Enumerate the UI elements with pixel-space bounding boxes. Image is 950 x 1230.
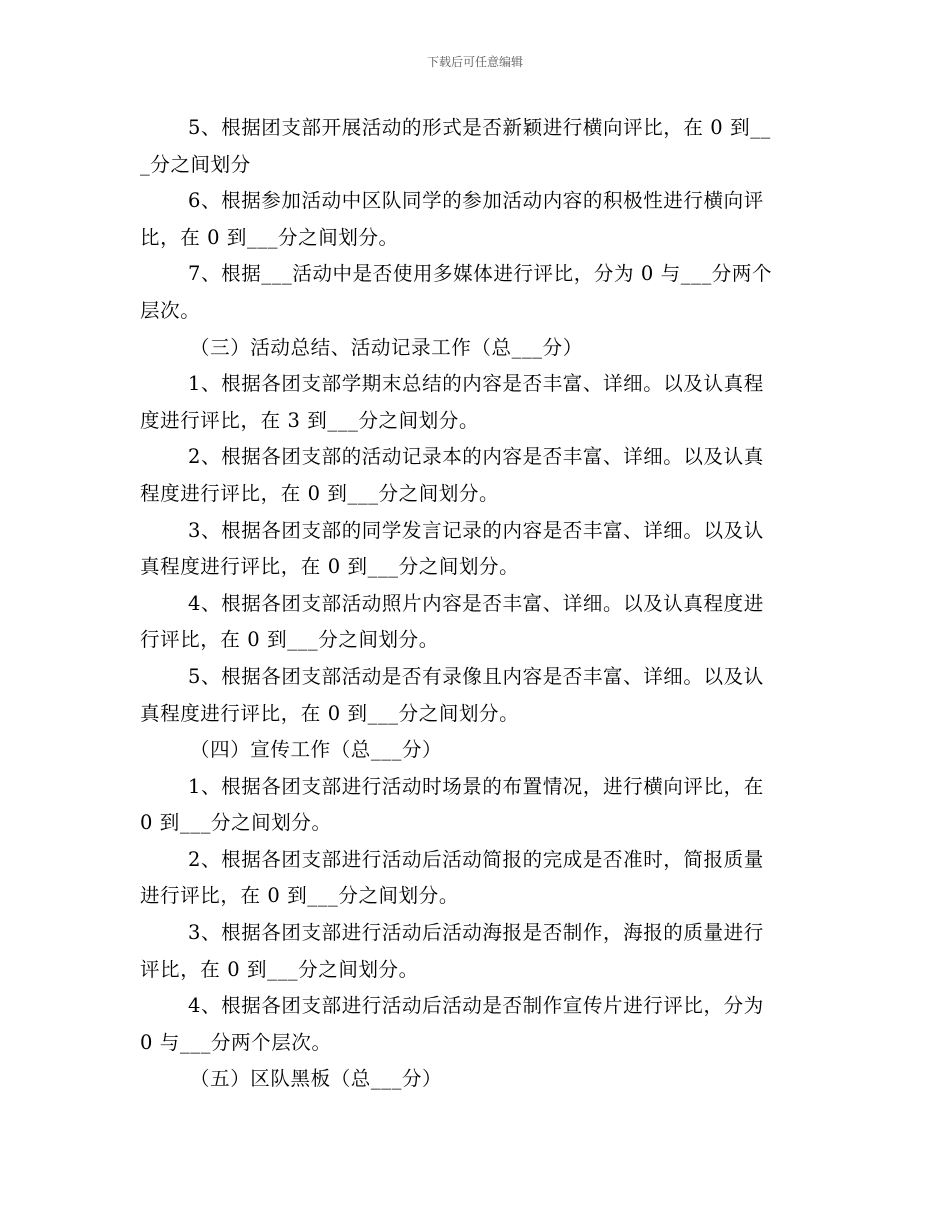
- line-text: 3、根据各团支部进行活动后活动海报是否制作，海报的质量进行: [188, 921, 764, 945]
- paragraph-line: [140, 549, 810, 586]
- paragraph-line: [140, 842, 810, 879]
- header-note: 下载后可任意编辑: [426, 55, 523, 69]
- paragraph-line: [140, 805, 810, 842]
- line-text: 真程度进行评比，在 0 到___分之间划分。: [140, 555, 520, 579]
- section-heading: [140, 732, 810, 769]
- heading-text: （四）宣传工作（总___分）: [190, 738, 443, 762]
- paragraph-line: [140, 256, 810, 293]
- line-text: 度进行评比，在 3 到___分之间划分。: [140, 408, 480, 432]
- paragraph-line: [140, 439, 810, 476]
- line-text: 3、根据各团支部的同学发言记录的内容是否丰富、详细。以及认: [188, 518, 764, 542]
- line-text: 1、根据各团支部学期末总结的内容是否丰富、详细。以及认真程: [188, 372, 764, 396]
- section-heading: [140, 330, 810, 367]
- paragraph-line: [140, 476, 810, 513]
- line-text: 0 到___分之间划分。: [140, 811, 332, 835]
- line-text: 比，在 0 到___分之间划分。: [140, 225, 399, 249]
- section-heading: [140, 1061, 810, 1098]
- paragraph-line: [140, 988, 810, 1025]
- paragraph-line: [140, 622, 810, 659]
- paragraph-line: [140, 769, 810, 806]
- line-text: 5、根据团支部开展活动的形式是否新颖进行横向评比，在 0 到__: [188, 116, 771, 139]
- paragraph-line: [140, 696, 810, 733]
- paragraph-line: [140, 110, 810, 147]
- line-text: 5、根据各团支部活动是否有录像且内容是否丰富、详细。以及认: [188, 664, 764, 688]
- heading-text: （五）区队黑板（总___分）: [190, 1067, 443, 1091]
- paragraph-line: [140, 293, 810, 330]
- paragraph-line: [140, 513, 810, 550]
- paragraph-line: [140, 659, 810, 696]
- line-text: 7、根据___活动中是否使用多媒体进行评比，分为 0 与___分两个: [188, 262, 773, 286]
- line-text: 4、根据各团支部进行活动后活动是否制作宣传片进行评比，分为: [188, 994, 764, 1018]
- paragraph-line: [140, 147, 810, 184]
- paragraph-line: [140, 403, 810, 440]
- line-text: 1、根据各团支部进行活动时场景的布置情况，进行横向评比，在: [188, 774, 764, 798]
- paragraph-line: [140, 366, 810, 403]
- line-text: 程度进行评比，在 0 到___分之间划分。: [140, 481, 500, 505]
- line-text: 2、根据各团支部的活动记录本的内容是否丰富、详细。以及认真: [188, 445, 764, 469]
- document-body: [140, 110, 810, 1098]
- paragraph-line: [140, 220, 810, 257]
- paragraph-line: [140, 952, 810, 989]
- line-text: 0 与___分两个层次。: [140, 1030, 332, 1054]
- paragraph-line: [140, 915, 810, 952]
- line-text: 层次。: [140, 298, 201, 322]
- paragraph-line: [140, 1025, 810, 1062]
- line-text: 行评比，在 0 到___分之间划分。: [140, 628, 439, 652]
- heading-text: （三）活动总结、活动记录工作（总___分）: [190, 335, 583, 359]
- paragraph-line: [140, 878, 810, 915]
- line-text: 4、根据各团支部活动照片内容是否丰富、详细。以及认真程度进: [188, 591, 764, 615]
- line-text: _分之间划分: [140, 152, 251, 176]
- line-text: 6、根据参加活动中区队同学的参加活动内容的积极性进行横向评: [188, 189, 764, 213]
- line-text: 2、根据各团支部进行活动后活动简报的完成是否准时，简报质量: [188, 847, 764, 871]
- line-text: 真程度进行评比，在 0 到___分之间划分。: [140, 701, 520, 725]
- paragraph-line: [140, 586, 810, 623]
- line-text: 评比，在 0 到___分之间划分。: [140, 957, 419, 981]
- paragraph-line: [140, 183, 810, 220]
- line-text: 进行评比，在 0 到___分之间划分。: [140, 884, 459, 908]
